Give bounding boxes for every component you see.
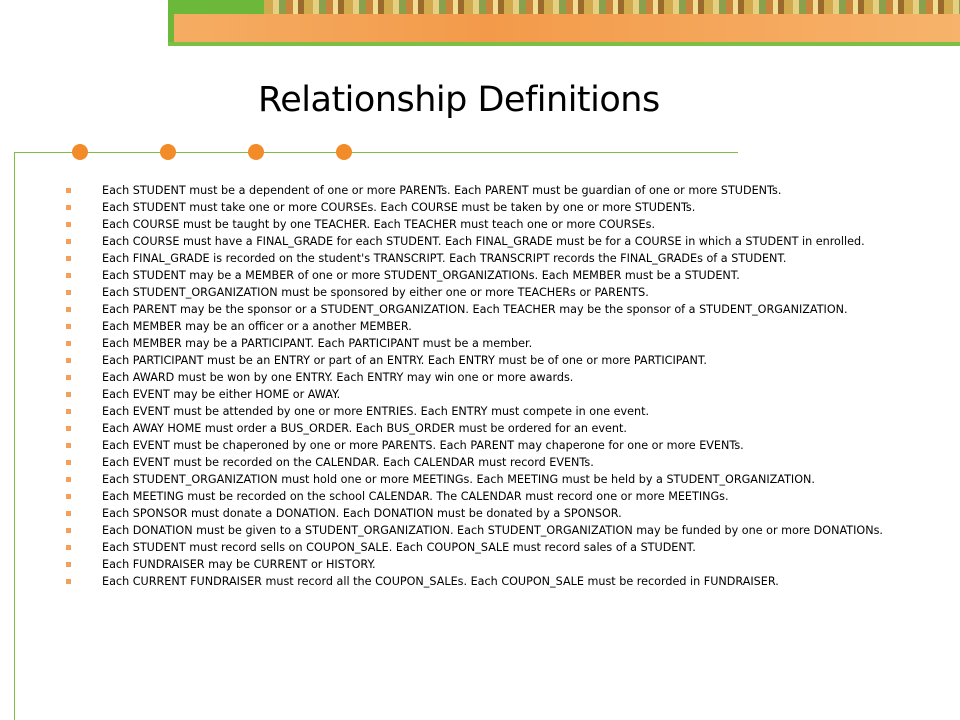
list-item-text: Each EVENT may be either HOME or AWAY. xyxy=(102,388,341,401)
bullet-icon xyxy=(66,375,71,380)
bullet-icon xyxy=(66,222,71,227)
definitions-list xyxy=(66,184,886,592)
list-item-text: Each STUDENT_ORGANIZATION must be sponsored by either one or more TEACHERs or PARENTS. xyxy=(102,286,649,299)
bullet-icon xyxy=(66,341,71,346)
list-item xyxy=(66,269,886,283)
list-item-text: Each MEMBER may be an officer or a another MEMBER. xyxy=(102,320,412,333)
list-item-text: Each AWAY HOME must order a BUS_ORDER. Each BUS_ORDER must be ordered for an event. xyxy=(102,422,627,435)
list-item xyxy=(66,541,886,555)
decorative-dot xyxy=(248,144,264,160)
list-item-text: Each MEETING must be recorded on the school CALENDAR. The CALENDAR must record one or more MEETINGs. xyxy=(102,490,729,503)
list-item-text: Each STUDENT must record sells on COUPON_SALE. Each COUPON_SALE must record sales of a STUDENT. xyxy=(102,541,696,554)
bullet-icon xyxy=(66,579,71,584)
list-item xyxy=(66,456,886,470)
bullet-icon xyxy=(66,324,71,329)
decorative-dot xyxy=(336,144,352,160)
list-item-text: Each MEMBER may be a PARTICIPANT. Each PARTICIPANT must be a member. xyxy=(102,337,533,350)
bullet-icon xyxy=(66,562,71,567)
list-item-text: Each FINAL_GRADE is recorded on the student's TRANSCRIPT. Each TRANSCRIPT records the FINAL_GRADEs of a STUDENT. xyxy=(102,252,787,265)
header-green-underline xyxy=(168,42,960,46)
bullet-icon xyxy=(66,205,71,210)
list-item-text: Each COURSE must have a FINAL_GRADE for each STUDENT. Each FINAL_GRADE must be for a COURSE in which a STUDENT in enrolled. xyxy=(102,235,865,248)
list-item-text: Each EVENT must be recorded on the CALENDAR. Each CALENDAR must record EVENTs. xyxy=(102,456,594,469)
list-item xyxy=(66,490,886,504)
list-item xyxy=(66,371,886,385)
title-divider-line xyxy=(14,152,738,153)
list-item xyxy=(66,473,886,487)
bullet-icon xyxy=(66,511,71,516)
page-title: Relationship Definitions xyxy=(258,80,660,120)
list-item xyxy=(66,184,886,198)
bullet-icon xyxy=(66,460,71,465)
list-item-text: Each AWARD must be won by one ENTRY. Each ENTRY may win one or more awards. xyxy=(102,371,574,384)
decorative-dot xyxy=(160,144,176,160)
list-item xyxy=(66,388,886,402)
bullet-icon xyxy=(66,494,71,499)
list-item-text: Each DONATION must be given to a STUDENT_ORGANIZATION. Each STUDENT_ORGANIZATION may be funded by one or more DONATIONs. xyxy=(102,524,883,537)
bullet-icon xyxy=(66,307,71,312)
list-item-text: Each PARENT may be the sponsor or a STUDENT_ORGANIZATION. Each TEACHER may be the sponsor of a STUDENT_ORGANIZATION. xyxy=(102,303,848,316)
list-item xyxy=(66,235,886,249)
bullet-icon xyxy=(66,256,71,261)
list-item xyxy=(66,422,886,436)
list-item-text: Each STUDENT_ORGANIZATION must hold one or more MEETINGs. Each MEETING must be held by a STUDENT_ORGANIZATION. xyxy=(102,473,815,486)
list-item xyxy=(66,201,886,215)
bullet-icon xyxy=(66,188,71,193)
list-item-text: Each COURSE must be taught by one TEACHER. Each TEACHER must teach one or more COURSEs. xyxy=(102,218,656,231)
list-item xyxy=(66,558,886,572)
list-item xyxy=(66,524,886,538)
list-item xyxy=(66,439,886,453)
list-item-text: Each PARTICIPANT must be an ENTRY or part of an ENTRY. Each ENTRY must be of one or more PARTICIPANT. xyxy=(102,354,707,367)
bullet-icon xyxy=(66,239,71,244)
bullet-icon xyxy=(66,426,71,431)
header-image-strip xyxy=(264,0,960,14)
bullet-icon xyxy=(66,545,71,550)
bullet-icon xyxy=(66,273,71,278)
list-item xyxy=(66,337,886,351)
bullet-icon xyxy=(66,528,71,533)
list-item-text: Each STUDENT must take one or more COURSEs. Each COURSE must be taken by one or more STUDENTs. xyxy=(102,201,696,214)
bullet-icon xyxy=(66,290,71,295)
list-item xyxy=(66,575,886,589)
list-item xyxy=(66,405,886,419)
list-item xyxy=(66,252,886,266)
list-item-text: Each CURRENT FUNDRAISER must record all the COUPON_SALEs. Each COUPON_SALE must be recorded in FUNDRAISER. xyxy=(102,575,779,588)
list-item xyxy=(66,507,886,521)
list-item-text: Each SPONSOR must donate a DONATION. Each DONATION must be donated by a SPONSOR. xyxy=(102,507,622,520)
list-item-text: Each EVENT must be attended by one or more ENTRIES. Each ENTRY must compete in one event. xyxy=(102,405,650,418)
list-item-text: Each STUDENT must be a dependent of one or more PARENTs. Each PARENT must be guardian of one or more STUDENTs. xyxy=(102,184,782,197)
list-item xyxy=(66,286,886,300)
list-item xyxy=(66,320,886,334)
decorative-dot xyxy=(72,144,88,160)
left-border-line xyxy=(14,152,15,720)
list-item xyxy=(66,218,886,232)
list-item-text: Each STUDENT may be a MEMBER of one or more STUDENT_ORGANIZATIONs. Each MEMBER must be a STUDENT. xyxy=(102,269,740,282)
list-item-text: Each FUNDRAISER may be CURRENT or HISTORY. xyxy=(102,558,376,571)
bullet-icon xyxy=(66,443,71,448)
bullet-icon xyxy=(66,392,71,397)
bullet-icon xyxy=(66,477,71,482)
list-item xyxy=(66,354,886,368)
header-orange-band xyxy=(174,14,960,42)
list-item-text: Each EVENT must be chaperoned by one or more PARENTS. Each PARENT may chaperone for one or more EVENTs. xyxy=(102,439,744,452)
bullet-icon xyxy=(66,358,71,363)
bullet-icon xyxy=(66,409,71,414)
list-item xyxy=(66,303,886,317)
